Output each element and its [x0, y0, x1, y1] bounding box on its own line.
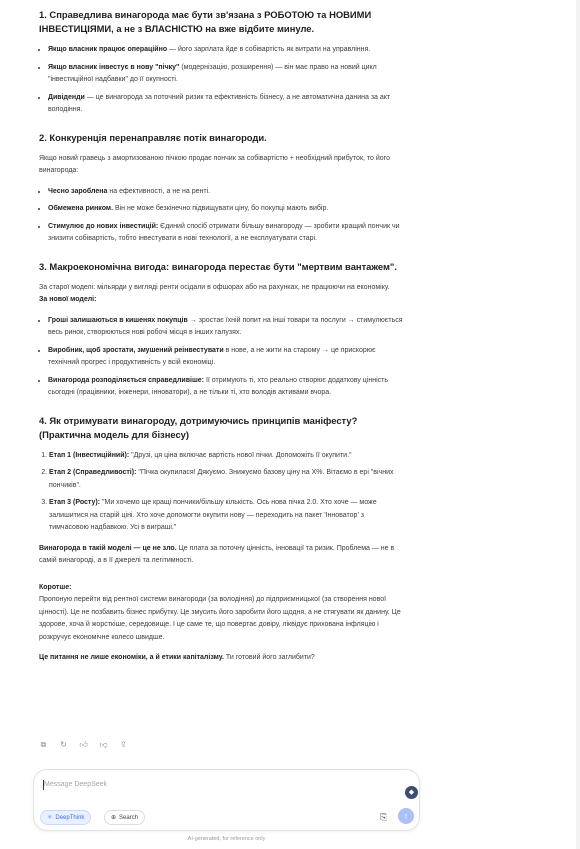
deepthink-toggle[interactable]: [40, 810, 91, 825]
conclusion-text: Це плата за поточну цінність, інновації та ризик. Проблема — не в самій винагороді, а в її джерелі та легітимності.: [39, 544, 395, 564]
list-item: [48, 315, 403, 340]
section-2: [39, 131, 403, 246]
step-item: [49, 450, 403, 463]
list-item: [48, 221, 403, 246]
search-label: Search: [119, 814, 139, 821]
search-toggle[interactable]: [104, 810, 145, 825]
item-bold: Якщо власник інвестує в нову "пічку": [48, 63, 180, 71]
section-1: [39, 8, 403, 117]
copy-icon[interactable]: ⧉: [40, 740, 47, 749]
list-item: [48, 62, 403, 87]
section-2-title: 2. Конкуренція перенаправляє потік винагороди.: [39, 131, 267, 143]
step-text: "Пічка окупилася! Дякуємо. Знижуємо базову ціну на Х%. Вітаємо в ері "вічних пончиків".: [49, 469, 394, 489]
scrollbar[interactable]: [576, 0, 580, 849]
send-button[interactable]: ↑: [398, 808, 414, 824]
atom-icon: ⚛: [47, 815, 53, 821]
question-text: Ти готовий його заглибити?: [223, 654, 315, 661]
section-4-conclusion: [39, 543, 403, 568]
list-item: [48, 186, 403, 199]
summary-label: Коротше:: [39, 583, 72, 591]
section-4-title: 4. Як отримувати винагороду, дотримуючись принципів маніфесту? (Практична модель для бізнесу): [39, 414, 358, 440]
section-4: [39, 414, 403, 568]
step-text: "Ми хочемо ще кращі пончики/більшу кількість. Ось нова пічка 2.0. Хто хоче — може залишитися на старій ціні. Хто хоче допомогти окупити нову — переходить на пакет 'Інноватор' з тимчасовою надбавкою. Усі в виграші.": [49, 499, 377, 531]
summary: [39, 582, 403, 665]
section-1-list: [39, 44, 403, 117]
conclusion-bold: Винагорода в такій моделі — це не зло.: [39, 544, 177, 552]
section-3-old-model: За старої моделі: мільярди у вигляді ренти осідали в офшорах або на рахунках, не працюючи на економіку.: [39, 283, 390, 291]
step-item: [49, 467, 403, 492]
item-text: (модернізацію, розширення) — він має право на новий цикл "інвестиційної надбавки" до її окупності.: [48, 63, 377, 83]
item-bold: Винагорода розподіляється справедливіше:: [48, 376, 205, 384]
item-bold: Виробник, щоб зростати, змушений реінвестувати: [48, 346, 224, 354]
disclaimer: AI-generated, for reference only: [187, 836, 266, 842]
list-item: [48, 44, 403, 57]
item-text: Єдиний спосіб отримати більшу винагороду — зробити кращий пончик чи знизити собівартість, тобто інвестувати в нові технології, а не експлуатувати старі.: [48, 222, 400, 242]
item-text: Він не може безкінечно підвищувати ціну, бо покупці мають вибір.: [113, 205, 329, 212]
regenerate-icon[interactable]: ↻: [60, 740, 67, 749]
summary-question: [39, 652, 403, 665]
list-item: [48, 92, 403, 117]
item-bold: Дивіденди: [48, 93, 85, 101]
question-bold: Це питання не лише економіки, а й етики капіталізму.: [39, 654, 224, 661]
step-text: "Друзі, ця ціна включає вартість нової пічки. Допоможіть її окупити.": [129, 451, 352, 459]
section-2-list: [39, 186, 403, 246]
item-text: на ефективності, а не на ренті.: [107, 187, 211, 195]
thumbs-up-icon[interactable]: 👍︎: [79, 740, 88, 749]
section-1-title: 1. Справедлива винагорода має бути зв'язана з РОБОТОЮ та НОВИМИ ІНВЕСТИЦІЯМИ, а не з ВЛАСНІСТЮ на вже відбите минуле.: [39, 9, 372, 34]
item-text: → зростає їхній попит на інші товари та послуги → стимулюється весь ринок, створюються нові робочі місця в інших галузях.: [48, 316, 403, 336]
section-3: [39, 260, 403, 400]
list-item: [48, 375, 403, 400]
deepthink-label: DeepThink: [55, 814, 85, 821]
message-input[interactable]: Message DeepSeek: [44, 781, 108, 788]
attach-icon[interactable]: ⎘: [380, 812, 388, 822]
message-composer[interactable]: [33, 769, 420, 831]
globe-icon: ⊕: [111, 815, 117, 821]
item-bold: Чесно зароблена: [48, 187, 108, 195]
item-bold: Якщо власник працює операційно: [48, 46, 168, 53]
item-bold: Обмежена ринком.: [48, 205, 114, 212]
assistant-message: [39, 8, 403, 679]
summary-text: Пропоную перейти від рентної системи винагороди (за володіння) до підприємницької (за створення нової цінності). Це не позбавить бізнес прибутку. Це змусить його заробити його щодня, а не стягувати як данину. Це здорове, хоча й жорсткіше, середовище. І це саме те, що повертає довіру, ліквідує прихована інфляцію і розкручує економічне колесо швидше.: [39, 596, 401, 641]
step-bold: Етап 1 (Інвестиційний):: [49, 451, 130, 459]
item-text: її отримують ті, хто реально створює додаткову цінність сьогодні (працівники, інженери, інноватори), а не тільки ті, хто володів активами вчора.: [48, 376, 388, 396]
section-4-steps: [39, 450, 403, 535]
item-text: в нове, а не жити на старому → це прискорює технічний прогрес і продуктивність у всій економіці.: [48, 346, 376, 366]
thumbs-down-icon[interactable]: 👎︎: [99, 740, 108, 749]
item-text: — це винагорода за поточний ризик та ефективність бізнесу, а не автоматична данина за акт володіння.: [48, 93, 391, 113]
item-text: — його зарплата йде в собівартість як витрати на управління.: [167, 46, 371, 53]
item-bold: Гроші залишаються в кишенях покупців: [48, 316, 188, 324]
message-actions: [39, 740, 128, 749]
list-item: [48, 345, 403, 370]
section-3-list: [39, 315, 403, 400]
section-2-intro: Якщо новий гравець з амортизованою пічкою продає пончик за собівартістю + необхідний прибуток, то його винагорода:: [39, 154, 390, 174]
deepseek-logo-icon: ◆: [405, 786, 418, 799]
step-bold: Етап 3 (Росту):: [49, 499, 101, 506]
share-icon[interactable]: ⇪: [120, 740, 127, 749]
section-3-new-label: За нової моделі:: [39, 296, 97, 303]
section-3-title: 3. Макроекономічна вигода: винагорода перестає бути "мертвим вантажем".: [39, 260, 397, 272]
list-item: [48, 203, 403, 216]
item-bold: Стимулює до нових інвестицій:: [48, 222, 159, 230]
step-item: [49, 497, 403, 535]
step-bold: Етап 2 (Справедливості):: [49, 469, 137, 476]
